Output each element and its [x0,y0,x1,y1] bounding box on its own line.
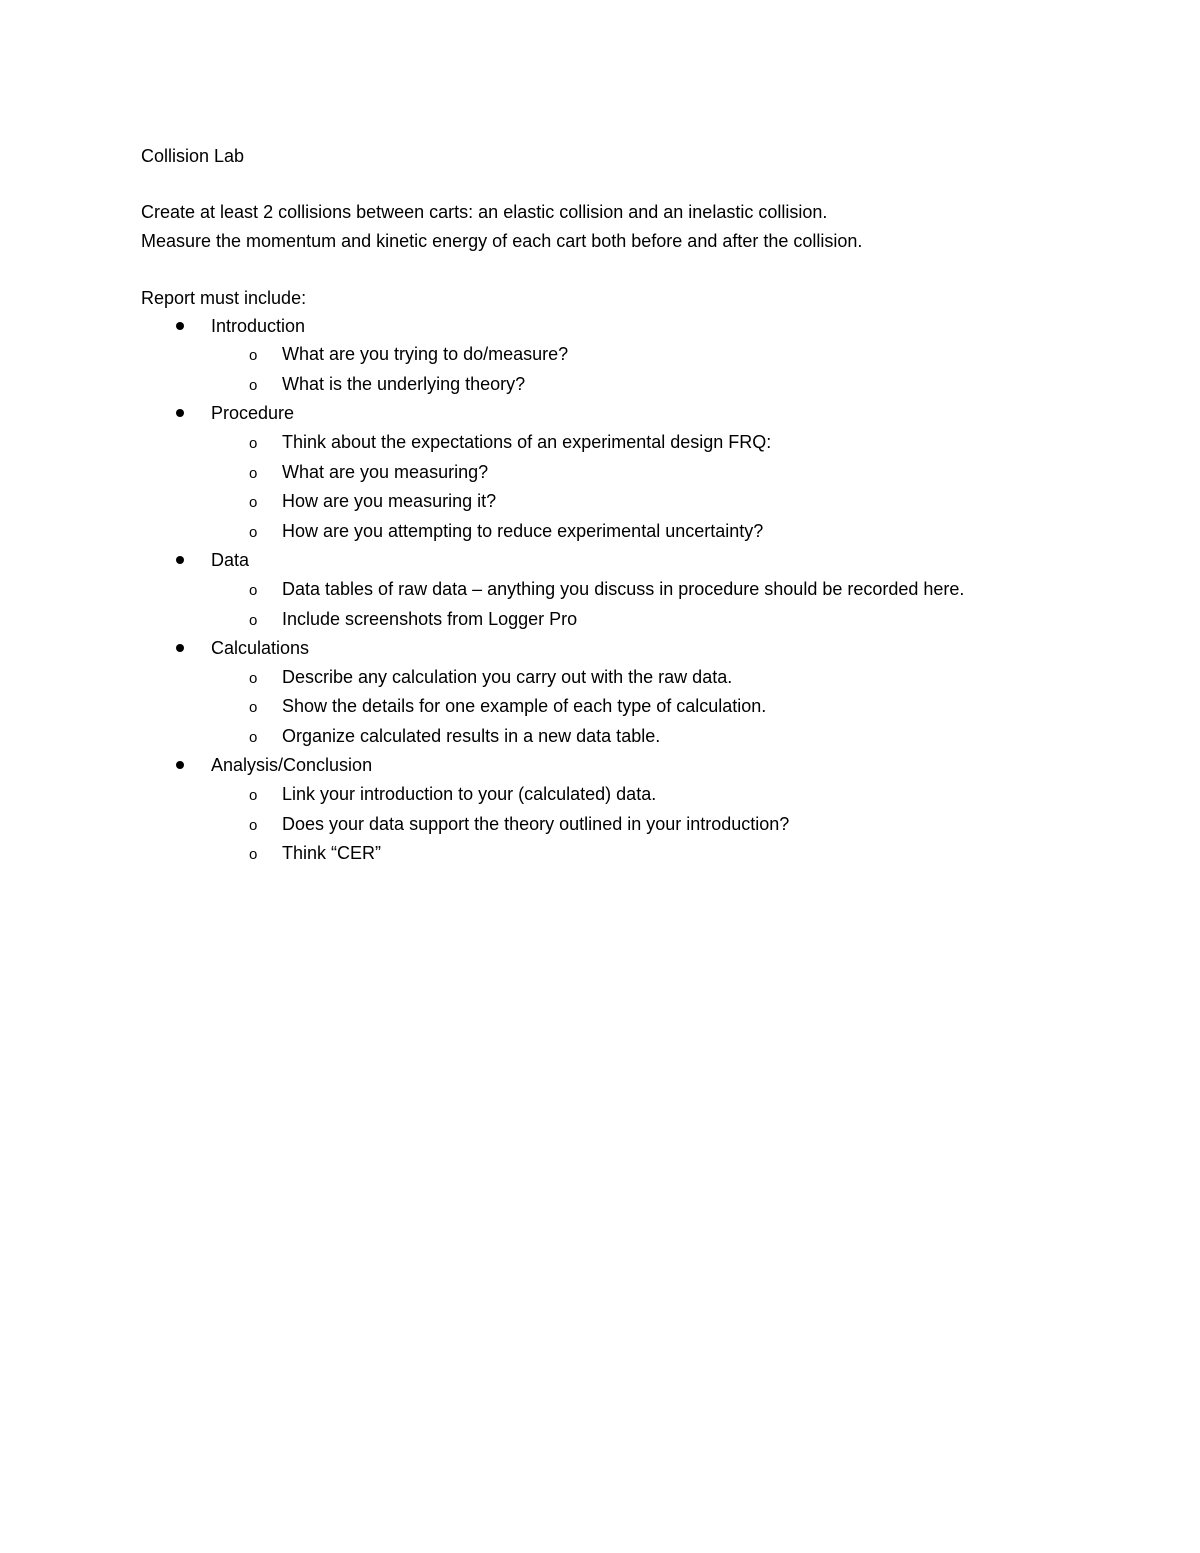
document-title: Collision Lab [141,146,245,166]
sub-bullet-marker: o [249,612,258,629]
report-heading: Report must include: [141,288,307,308]
section-label: Procedure [211,403,295,423]
section-label: Data [211,550,250,570]
section-label: Calculations [211,638,310,658]
sub-item: Does your data support the theory outlined in your introduction? [282,814,790,834]
sub-item: How are you measuring it? [282,491,497,511]
sub-bullet-marker: o [249,670,258,687]
section-label: Introduction [211,316,306,336]
sub-bullet-marker: o [249,817,258,834]
bullet-dot-icon [176,409,184,417]
section-label: Analysis/Conclusion [211,755,373,775]
sub-bullet-marker: o [249,524,258,541]
sub-item: Describe any calculation you carry out with the raw data. [282,667,733,687]
instruction-line-2: Measure the momentum and kinetic energy of each cart both before and after the collision. [141,231,863,251]
sub-item: Think “CER” [282,843,382,863]
sub-item: How are you attempting to reduce experimental uncertainty? [282,521,764,541]
sub-item: Organize calculated results in a new data table. [282,726,661,746]
sub-item: What are you measuring? [282,462,489,482]
sub-bullet-marker: o [249,729,258,746]
sub-bullet-marker: o [249,347,258,364]
bullet-dot-icon [176,644,184,652]
bullet-dot-icon [176,556,184,564]
sub-item: Data tables of raw data – anything you discuss in procedure should be recorded here. [282,579,965,599]
sub-item: Link your introduction to your (calculated) data. [282,784,657,804]
sub-item: Think about the expectations of an experimental design FRQ: [282,432,772,452]
bullet-dot-icon [176,761,184,769]
sub-bullet-marker: o [249,494,258,511]
instruction-line-1: Create at least 2 collisions between carts: an elastic collision and an inelastic collision. [141,202,828,222]
bullet-dot-icon [176,322,184,330]
sub-bullet-marker: o [249,699,258,716]
sub-item: Show the details for one example of each type of calculation. [282,696,767,716]
sub-bullet-marker: o [249,377,258,394]
sub-bullet-marker: o [249,787,258,804]
sub-bullet-marker: o [249,582,258,599]
sub-bullet-marker: o [249,435,258,452]
sub-bullet-marker: o [249,846,258,863]
sub-item: Include screenshots from Logger Pro [282,609,578,629]
sub-bullet-marker: o [249,465,258,482]
sub-item: What are you trying to do/measure? [282,344,569,364]
sub-item: What is the underlying theory? [282,374,526,394]
